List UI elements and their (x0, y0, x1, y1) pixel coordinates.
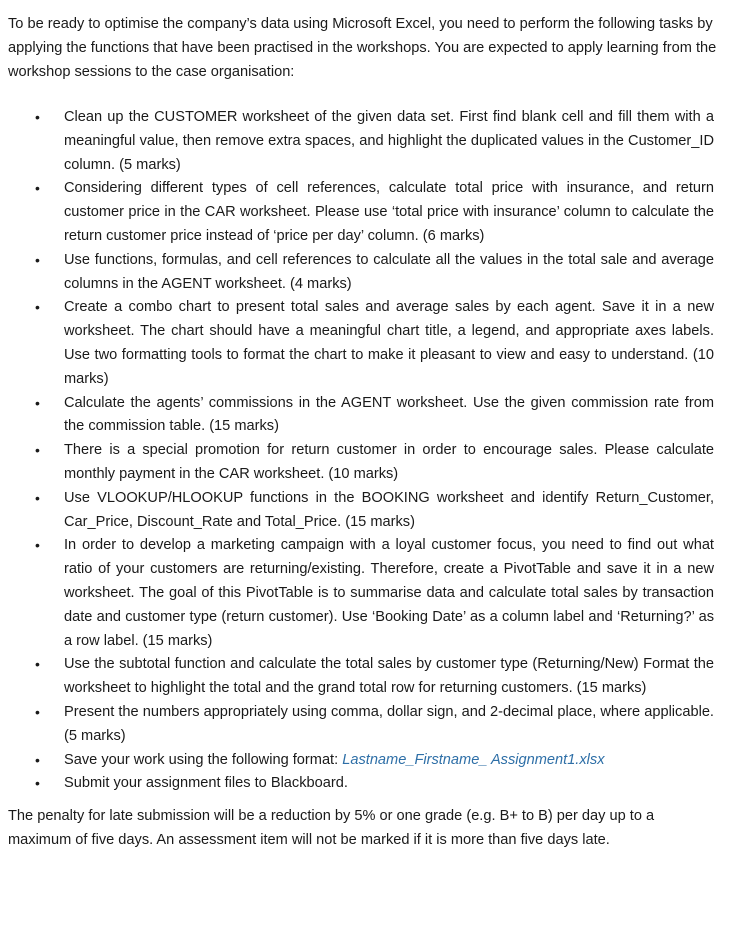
bullet-icon: • (35, 109, 40, 125)
list-item (0, 106, 714, 177)
bullet-icon: • (35, 656, 40, 673)
task-text: In order to develop a marketing campaign with a loyal customer focus, you need to find out what ratio of your customers are returning/existing. Therefore, create a PivotTable and save it in a new worksheet. The goal of this PivotTable is to summarise data and calculate total sales by transaction date and customer type (return customer). Use ‘Booking Date’ as a column label and ‘Returning?’ as a row label. (15 marks) (64, 537, 714, 649)
task-list (0, 106, 739, 796)
list-item (0, 177, 714, 248)
task-text: Use functions, formulas, and cell references to calculate all the values in the total sale and average columns in the AGENT worksheet. (4 marks) (64, 251, 714, 292)
submit-text: Submit your assignment files to Blackboard. (64, 775, 348, 792)
bullet-icon: • (35, 394, 40, 411)
task-text: Use VLOOKUP/HLOOKUP functions in the BOOKING worksheet and identify Return_Customer, Car_Price, Discount_Rate and Total_Price. (15 marks) (64, 489, 714, 530)
save-format-text: Save your work using the following format: (64, 751, 343, 768)
list-item (0, 249, 714, 297)
intro-paragraph: To be ready to optimise the company’s data using Microsoft Excel, you need to perform the following tasks by applying the functions that have been practised in the workshops. You are expected to apply learning from the workshop sessions to the case organisation: (8, 16, 717, 80)
task-text: Present the numbers appropriately using comma, dollar sign, and 2-decimal place, where applicable. (5 marks) (64, 703, 714, 744)
bullet-icon: • (35, 299, 40, 316)
list-item (0, 653, 714, 701)
filename-format: Lastname_Firstname_ Assignment1.xlsx (342, 751, 605, 768)
list-item (0, 701, 714, 749)
list-item (0, 439, 714, 487)
bullet-icon: • (35, 442, 40, 459)
task-text: Use the subtotal function and calculate the total sales by customer type (Returning/New) Format the worksheet to highlight the total and the grand total row for returning customers. (15 marks) (64, 656, 714, 697)
bullet-icon: • (35, 489, 40, 506)
task-text: Considering different types of cell references, calculate total price with insurance, and return customer price in the CAR worksheet. Please use ‘total price with insurance’ column to calculate the return customer price instead of ‘price per day’ column. (6 marks) (64, 180, 714, 244)
bullet-icon: • (35, 537, 40, 554)
bullet-icon: • (35, 703, 40, 720)
penalty-paragraph: The penalty for late submission will be a reduction by 5% or one grade (e.g. B+ to B) per day up to a maximum of five days. An assessment item will not be marked if it is more than five days late. (8, 808, 655, 848)
list-item (0, 487, 714, 535)
submit-item (0, 772, 714, 796)
task-text: Calculate the agents’ commissions in the AGENT worksheet. Use the given commission rate from the commission table. (15 marks) (64, 394, 714, 435)
list-item (0, 534, 714, 653)
list-item (0, 296, 714, 391)
save-format-item (0, 749, 714, 773)
bullet-icon: • (35, 251, 40, 268)
task-text: Create a combo chart to present total sales and average sales by each agent. Save it in a new worksheet. The chart should have a meaningful chart title, a legend, and appropriate axes labels. Use two formatting tools to format the chart to make it pleasant to view and easy to understand. (10 marks) (64, 299, 714, 387)
bullet-icon: • (35, 751, 40, 768)
task-text: There is a special promotion for return customer in order to encourage sales. Please calculate monthly payment in the CAR worksheet. (10 marks) (64, 442, 714, 482)
bullet-icon: • (35, 180, 40, 197)
bullet-icon: • (35, 775, 40, 792)
task-text: Clean up the CUSTOMER worksheet of the given data set. First find blank cell and fill them with a meaningful value, then remove extra spaces, and highlight the duplicated values in the Customer_ID column. (5 marks) (64, 109, 714, 173)
list-item (0, 392, 714, 440)
